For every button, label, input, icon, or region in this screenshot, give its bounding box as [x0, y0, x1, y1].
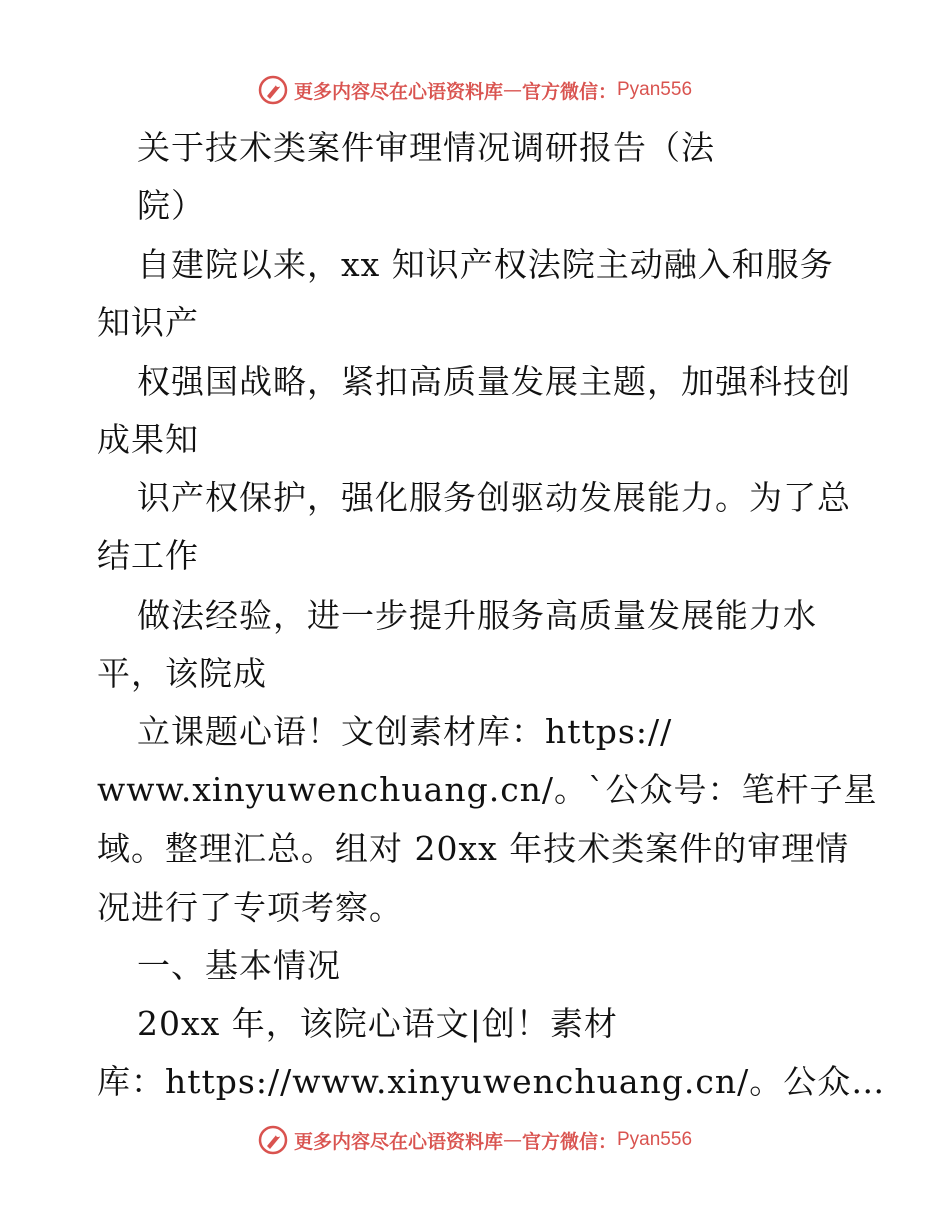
- paragraph-line: 域。整理汇总。组对 20xx 年技术类案件的审理情: [97, 829, 850, 868]
- paragraph-line: 20xx 年，该院心语文|创！素材: [137, 1004, 618, 1043]
- paragraph-line: www.xinyuwenchuang.cn/。`公众号：笔杆子星: [97, 770, 878, 809]
- pen-nib-logo-icon: [258, 1125, 288, 1155]
- footer-watermark-banner: [0, 1120, 950, 1160]
- paragraph-line: 自建院以来，xx 知识产权法院主动融入和服务: [137, 245, 834, 284]
- banner-official-label: 官方微信：: [521, 1130, 617, 1153]
- paragraph-line: 权强国战略，紧扣高质量发展主题，加强科技创: [137, 362, 851, 401]
- pen-nib-logo-icon: [258, 75, 288, 105]
- paragraph-line: 做法经验，进一步提升服务高质量发展能力水: [137, 596, 817, 635]
- document-title-line-2: 院）: [137, 186, 205, 225]
- banner-wechat-id: Pyan556: [617, 1129, 693, 1150]
- paragraph-line: 识产权保护，强化服务创驱动发展能力。为了总: [137, 478, 851, 517]
- paragraph-line: 知识产: [97, 303, 199, 342]
- header-watermark-banner: [0, 70, 950, 110]
- paragraph-line: 库：https://www.xinyuwenchuang.cn/。公众…: [97, 1062, 886, 1101]
- paragraph-line: 结工作: [97, 536, 199, 575]
- banner-title: 更多内容尽在心语资料库: [293, 80, 503, 103]
- paragraph-line: 平，该院成: [97, 654, 267, 693]
- paragraph-line: 况进行了专项考察。: [97, 888, 403, 927]
- section-heading: 一、基本情况: [137, 946, 341, 985]
- banner-dash: —: [502, 79, 522, 101]
- banner-dash: —: [502, 1129, 522, 1151]
- banner-wechat-id: Pyan556: [617, 79, 693, 100]
- paragraph-line: 成果知: [97, 420, 199, 459]
- banner-title: 更多内容尽在心语资料库: [293, 1130, 503, 1153]
- paragraph-line: 立课题心语！文创素材库：https://: [137, 712, 673, 751]
- banner-official-label: 官方微信：: [521, 80, 617, 103]
- document-title-line-1: 关于技术类案件审理情况调研报告（法: [137, 128, 715, 167]
